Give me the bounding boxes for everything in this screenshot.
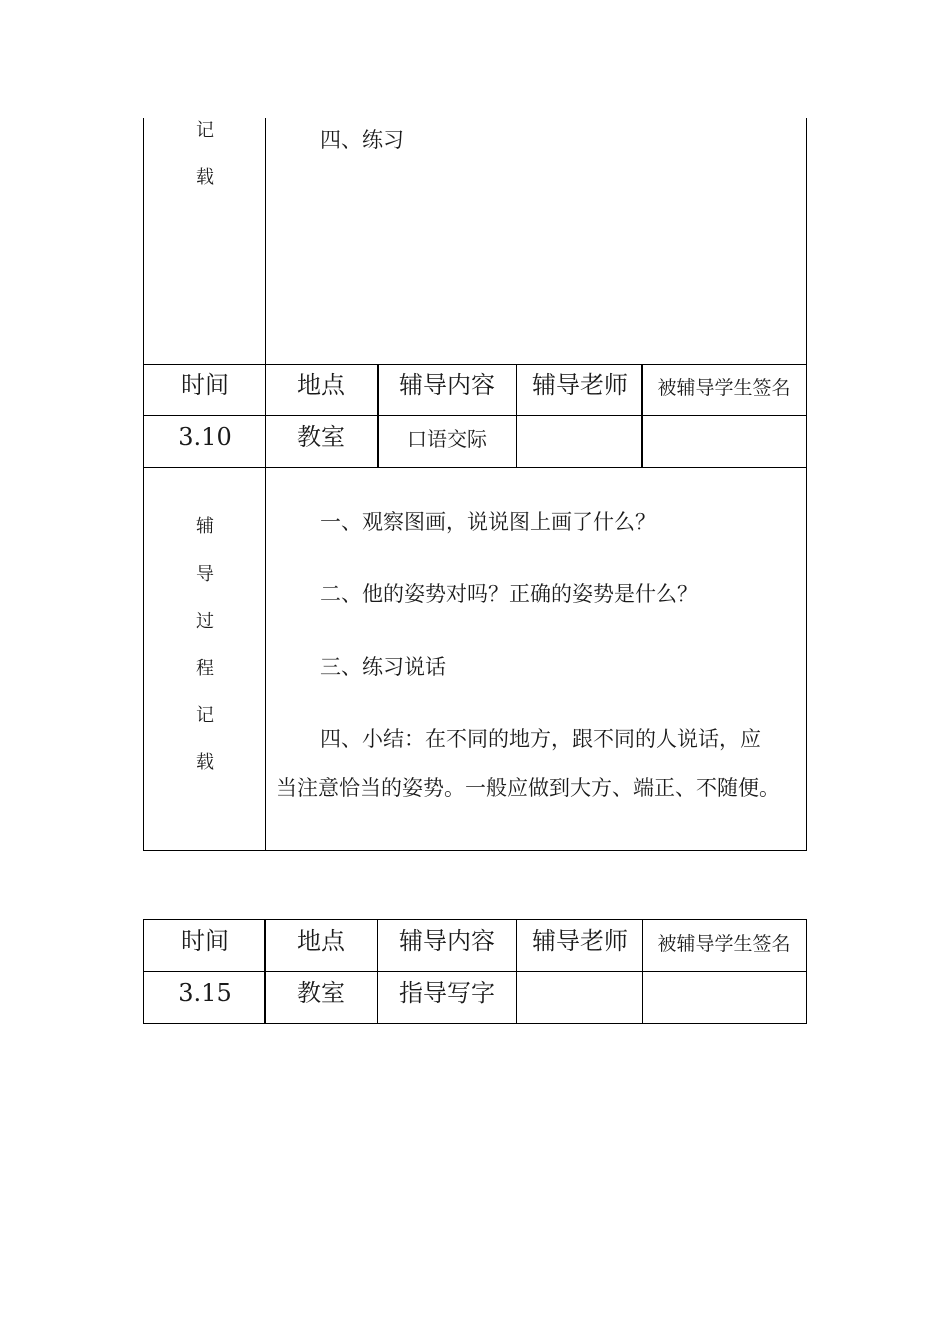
header-content: 辅导内容 (399, 927, 495, 955)
table1-bottom-border (143, 467, 807, 468)
table1-col-divider (377, 364, 379, 468)
side-char: 载 (196, 167, 214, 188)
border-left-upper (143, 118, 144, 851)
side-char: 载 (196, 752, 214, 773)
side-char: 记 (196, 705, 214, 726)
header-time: 时间 (181, 927, 229, 955)
header-teacher: 辅导老师 (532, 927, 628, 955)
cell-content: 口语交际 (407, 427, 487, 451)
process-line: 四、小结：在不同的地方，跟不同的人说话，应 (320, 727, 761, 751)
table2-col-divider (377, 919, 378, 1024)
header-content: 辅导内容 (399, 371, 495, 399)
border-right-upper (806, 118, 807, 851)
process-line: 三、练习说话 (320, 655, 446, 679)
side-char: 程 (196, 658, 214, 679)
process-bottom-border (143, 850, 807, 851)
table2-col-divider (516, 919, 517, 1024)
side-char: 辅 (196, 516, 214, 537)
table2-top-border (143, 919, 807, 920)
process-line: 一、观察图画，说说图上画了什么？ (320, 510, 656, 534)
cell-time: 3.10 (178, 423, 232, 451)
header-student-signature: 被辅导学生签名 (657, 377, 791, 399)
cell-location: 教室 (297, 423, 345, 451)
header-location: 地点 (297, 927, 345, 955)
table2-mid-border (143, 971, 807, 972)
table2-right-border (806, 919, 807, 1024)
table2-left-border (143, 919, 144, 1024)
practice-heading: 四、练习 (320, 128, 404, 152)
table2-col-divider (264, 919, 266, 1024)
table1-top-border (143, 364, 807, 365)
cell-time: 3.15 (178, 979, 232, 1007)
process-line: 当注意恰当的姿势。一般应做到大方、端正、不随便。 (276, 776, 780, 800)
side-char: 记 (196, 120, 214, 141)
table2-bottom-border (143, 1023, 807, 1024)
header-student-signature: 被辅导学生签名 (657, 933, 791, 955)
cell-location: 教室 (297, 979, 345, 1007)
table1-mid-border (143, 415, 807, 416)
table2-col-divider (642, 919, 643, 1024)
side-char: 过 (196, 611, 214, 632)
header-time: 时间 (181, 371, 229, 399)
header-teacher: 辅导老师 (532, 371, 628, 399)
cell-content: 指导写字 (399, 979, 495, 1007)
border-divider-upper (265, 118, 266, 851)
table1-col-divider (516, 364, 517, 468)
process-line: 二、他的姿势对吗？正确的姿势是什么？ (320, 582, 698, 606)
header-location: 地点 (297, 371, 345, 399)
table1-col-divider (641, 364, 643, 468)
side-char: 导 (196, 564, 214, 585)
